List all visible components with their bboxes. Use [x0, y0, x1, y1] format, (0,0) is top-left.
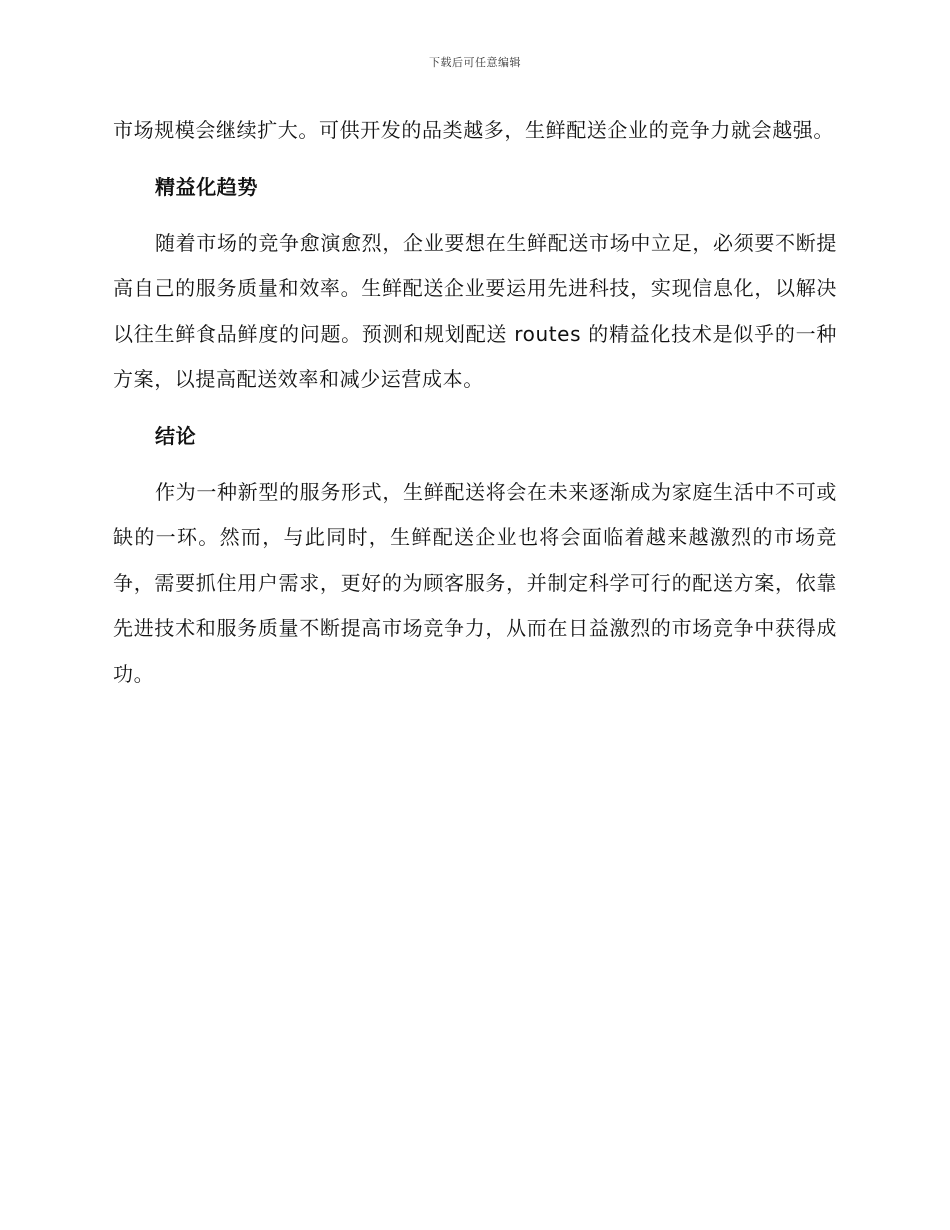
paragraph-market-scale: 市场规模会继续扩大。可供开发的品类越多，生鲜配送企业的竞争力就会越强。 — [113, 118, 834, 142]
header-note: 下载后可任意编辑 — [429, 56, 521, 69]
paragraph-conclusion: 作为一种新型的服务形式，生鲜配送将会在未来逐渐成为家庭生活中不可或缺的一环。然而，与此同时，生鲜配送企业也将会面临着越来越激烈的市场竞争，需要抓住用户需求，更好的为顾客服务，并制定科学可行的配送方案，依靠先进技术和服务质量不断提高市场竞争力，从而在日益激烈的市场竞争中获得成功。 — [113, 479, 837, 686]
section-heading-conclusion: 结论 — [155, 423, 197, 448]
document-body — [113, 108, 837, 697]
paragraph-lean-trend: 随着市场的竞争愈演愈烈，企业要想在生鲜配送市场中立足，必须要不断提高自己的服务质量和效率。生鲜配送企业要运用先进科技，实现信息化，以解决以往生鲜食品鲜度的问题。预测和规划配送 routes 的精益化技术是似乎的一种方案，以提高配送效率和减少运营成本。 — [113, 230, 837, 391]
section-heading-lean: 精益化趋势 — [155, 174, 258, 199]
